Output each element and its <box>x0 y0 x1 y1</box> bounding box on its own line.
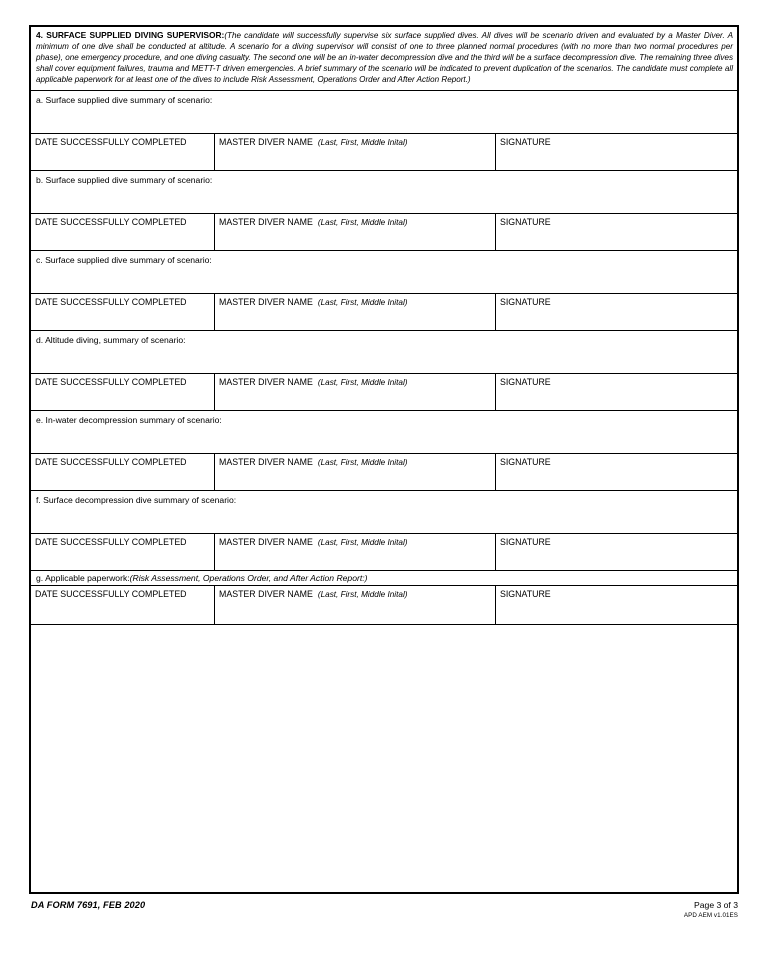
name-column-hint: (Last, First, Middle Inital) <box>317 217 408 227</box>
section-a-signature-cell[interactable] <box>496 134 737 170</box>
section-f-signature-cell[interactable] <box>496 534 737 570</box>
signature-column-header: SIGNATURE <box>500 456 551 467</box>
section-f-date-cell[interactable] <box>31 534 215 570</box>
signature-column-header: SIGNATURE <box>500 536 551 547</box>
date-column-header: DATE SUCCESSFULLY COMPLETED <box>35 136 187 147</box>
section-number-title: 4. SURFACE SUPPLIED DIVING SUPERVISOR: <box>36 30 225 40</box>
name-column-hint: (Last, First, Middle Inital) <box>317 137 408 147</box>
name-column-hint: (Last, First, Middle Inital) <box>317 377 408 387</box>
section-f-name-cell[interactable] <box>215 534 496 570</box>
section-d-signature-row <box>31 374 737 410</box>
date-column-header: DATE SUCCESSFULLY COMPLETED <box>35 376 187 387</box>
instructions-block <box>31 27 737 91</box>
section-a-summary-field[interactable] <box>31 91 737 134</box>
page-number: Page 3 of 3 <box>694 900 738 910</box>
section-b-summary-field[interactable] <box>31 171 737 214</box>
section-a <box>31 91 737 171</box>
section-e-signature-cell[interactable] <box>496 454 737 490</box>
section-c-summary-field[interactable] <box>31 251 737 294</box>
section-b-date-cell[interactable] <box>31 214 215 250</box>
section-c-label: c. Surface supplied dive summary of scenario: <box>36 254 212 265</box>
section-b-signature-row <box>31 214 737 250</box>
section-e-label: e. In-water decompression summary of scenario: <box>36 414 222 425</box>
signature-column-header: SIGNATURE <box>500 376 551 387</box>
name-column-hint: (Last, First, Middle Inital) <box>317 297 408 307</box>
section-b <box>31 171 737 251</box>
section-b-signature-cell[interactable] <box>496 214 737 250</box>
form-identifier: DA FORM 7691, FEB 2020 <box>31 900 146 910</box>
section-d <box>31 331 737 411</box>
name-column-header: MASTER DIVER NAME <box>219 456 313 467</box>
signature-column-header: SIGNATURE <box>500 216 551 227</box>
date-column-header: DATE SUCCESSFULLY COMPLETED <box>35 588 187 599</box>
name-column-hint: (Last, First, Middle Inital) <box>317 537 408 547</box>
date-column-header: DATE SUCCESSFULLY COMPLETED <box>35 296 187 307</box>
signature-column-header: SIGNATURE <box>500 296 551 307</box>
section-d-signature-cell[interactable] <box>496 374 737 410</box>
section-a-date-cell[interactable] <box>31 134 215 170</box>
section-b-name-cell[interactable] <box>215 214 496 250</box>
section-f-summary-field[interactable] <box>31 491 737 534</box>
date-column-header: DATE SUCCESSFULLY COMPLETED <box>35 216 187 227</box>
section-g-label: g. Applicable paperwork: <box>36 572 130 583</box>
name-column-header: MASTER DIVER NAME <box>219 588 313 599</box>
section-d-summary-field[interactable] <box>31 331 737 374</box>
name-column-header: MASTER DIVER NAME <box>219 376 313 387</box>
section-d-label: d. Altitude diving, summary of scenario: <box>36 334 186 345</box>
date-column-header: DATE SUCCESSFULLY COMPLETED <box>35 536 187 547</box>
section-c <box>31 251 737 331</box>
instructions-text: (The candidate will successfully supervise six surface supplied dives. All dives will be scenario driven and evaluated by a Master Diver. A minimum of one dive shall be conducted at altitude. A scenario for a diving supervisor will consist of one to three planned normal procedures (with no more than two normal procedures per phase), one emergency procedure, and one diving casualty. The second one will be an in-water decompression dive and the third will be a surface decompression dive. The remaining three dives shall cover equipment failures, trauma and METT-T driven emergencies. A brief summary of the scenario will be indicated to prevent duplication of the scenarios. The candidate must complete all applicable paperwork for at least one of the dives to include Risk Assessment, Operations Order and After Action Report.) <box>36 31 733 84</box>
section-g-date-cell[interactable] <box>31 586 215 624</box>
section-e-summary-field[interactable] <box>31 411 737 454</box>
section-e <box>31 411 737 491</box>
page-footer <box>29 900 739 934</box>
section-d-name-cell[interactable] <box>215 374 496 410</box>
section-c-signature-row <box>31 294 737 330</box>
section-f-signature-row <box>31 534 737 570</box>
section-g-signature-cell[interactable] <box>496 586 737 624</box>
name-column-header: MASTER DIVER NAME <box>219 296 313 307</box>
section-a-label: a. Surface supplied dive summary of scenario: <box>36 94 213 105</box>
section-a-signature-row <box>31 134 737 170</box>
signature-column-header: SIGNATURE <box>500 136 551 147</box>
section-g-note: (Risk Assessment, Operations Order, and After Action Report:) <box>129 572 368 583</box>
form-outer-frame <box>29 25 739 894</box>
section-e-name-cell[interactable] <box>215 454 496 490</box>
section-g <box>31 571 737 625</box>
signature-column-header: SIGNATURE <box>500 588 551 599</box>
name-column-header: MASTER DIVER NAME <box>219 136 313 147</box>
section-c-date-cell[interactable] <box>31 294 215 330</box>
section-c-name-cell[interactable] <box>215 294 496 330</box>
section-g-name-cell[interactable] <box>215 586 496 624</box>
name-column-header: MASTER DIVER NAME <box>219 216 313 227</box>
section-f <box>31 491 737 571</box>
apd-version: APD AEM v1.01ES <box>683 912 738 919</box>
name-column-hint: (Last, First, Middle Inital) <box>317 457 408 467</box>
section-d-date-cell[interactable] <box>31 374 215 410</box>
section-g-signature-row <box>31 586 737 624</box>
section-f-label: f. Surface decompression dive summary of scenario: <box>36 494 237 505</box>
name-column-header: MASTER DIVER NAME <box>219 536 313 547</box>
instructions-paragraph <box>36 30 733 86</box>
section-e-signature-row <box>31 454 737 490</box>
section-g-label-row <box>31 571 737 586</box>
section-a-name-cell[interactable] <box>215 134 496 170</box>
name-column-hint: (Last, First, Middle Inital) <box>317 589 408 599</box>
section-b-label: b. Surface supplied dive summary of scenario: <box>36 174 213 185</box>
section-e-date-cell[interactable] <box>31 454 215 490</box>
date-column-header: DATE SUCCESSFULLY COMPLETED <box>35 456 187 467</box>
section-c-signature-cell[interactable] <box>496 294 737 330</box>
